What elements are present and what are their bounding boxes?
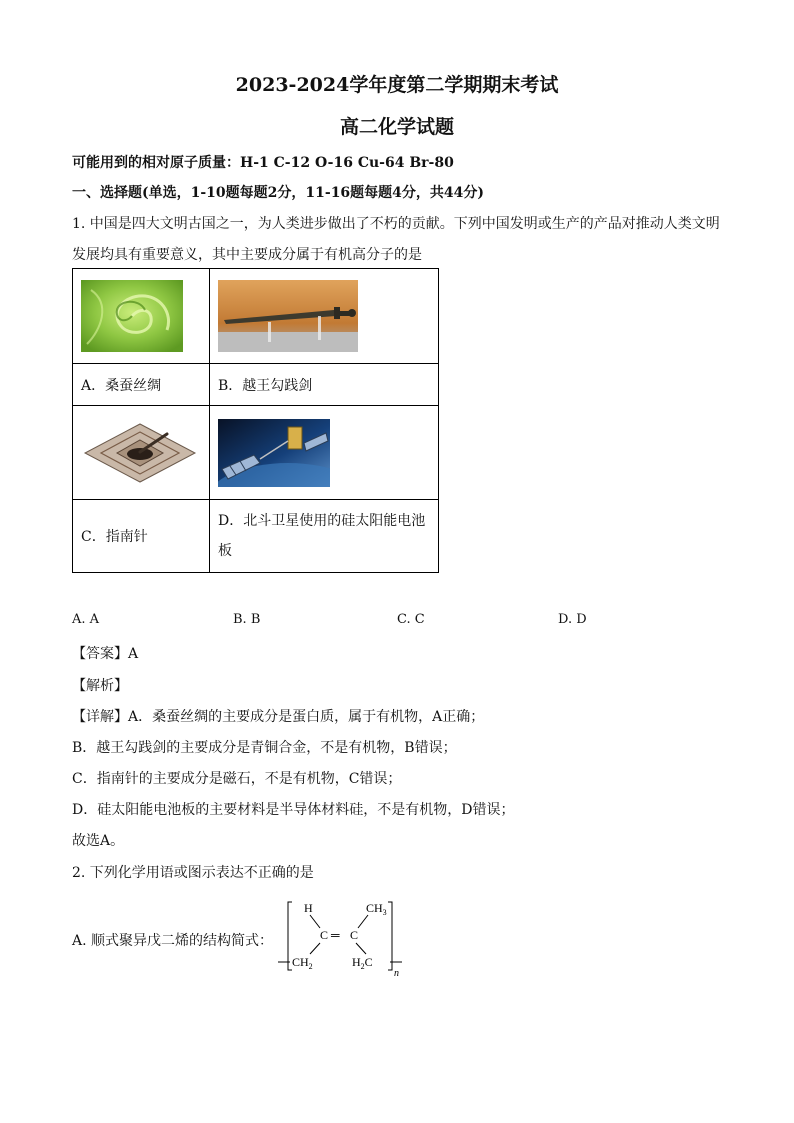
option-a-label: A．桑蚕丝绸 <box>73 364 210 406</box>
choice-a: A. A <box>72 612 100 627</box>
answer-tag: 【答案】 <box>72 646 128 662</box>
option-b-image-cell <box>210 269 439 364</box>
option-d-image-cell <box>210 406 439 500</box>
detail-c: C．指南针的主要成分是磁石，不是有机物，C错误； <box>72 771 402 787</box>
sword-image <box>218 280 358 352</box>
satellite-image <box>218 419 330 487</box>
option-d-label-line1: D．北斗卫星使用的硅太阳能电池 <box>218 513 426 529</box>
detail-b: B．越王勾践剑的主要成分是青铜合金，不是有机物，B错误； <box>72 740 457 756</box>
option-a-image-cell <box>73 269 210 364</box>
formula-c-left: C <box>320 928 329 942</box>
q1-stem-line2: 发展均具有重要意义，其中主要成分属于有机高分子的是 <box>72 247 422 263</box>
silk-image <box>81 280 183 352</box>
compass-image <box>81 420 199 486</box>
formula-ch2-left: $CH_2$ <box>292 955 313 971</box>
formula-h2c-right: $H_2C$ <box>352 955 373 971</box>
analysis-tag: 【解析】 <box>72 678 128 694</box>
exam-title: 2023-2024学年度第二学期期末考试 <box>235 74 559 96</box>
structural-formula <box>278 898 408 978</box>
formula-double-bond: ═ <box>331 928 340 942</box>
answer-value: A <box>128 646 139 662</box>
detail-a-line <box>72 706 484 726</box>
option-c-image-cell <box>73 406 210 500</box>
formula-n: n <box>394 968 399 978</box>
formula-c-right: C <box>350 928 359 942</box>
section-heading: 一、选择题(单选，1-10题每题2分，11-16题每题4分，共44分) <box>72 185 485 201</box>
detail-tag: 【详解】 <box>72 709 128 725</box>
q1-options-table <box>72 268 439 573</box>
atomic-mass-line: 可能用到的相对原子质量：H-1 C-12 O-16 Cu-64 Br-80 <box>72 155 454 171</box>
q2-option-a-label: A. 顺式聚异戊二烯的结构简式： <box>72 933 274 949</box>
formula-h: H <box>304 901 313 915</box>
formula-ch3: $CH_3$ <box>366 901 387 917</box>
choice-c: C. C <box>397 612 425 627</box>
option-d-label-cell <box>210 500 439 573</box>
q2-stem: 2. 下列化学用语或图示表达不正确的是 <box>72 865 314 881</box>
detail-d: D．硅太阳能电池板的主要材料是半导体材料硅，不是有机物，D错误； <box>72 802 515 818</box>
option-b-label: B．越王勾践剑 <box>210 364 439 406</box>
option-d-label-line2: 板 <box>218 543 232 559</box>
conclusion: 故选A。 <box>72 833 125 849</box>
exam-subtitle: 高二化学试题 <box>339 116 454 138</box>
detail-a: A．桑蚕丝绸的主要成分是蛋白质，属于有机物，A正确； <box>128 709 485 725</box>
q1-stem-line1: 1. 中国是四大文明古国之一，为人类进步做出了不朽的贡献。下列中国发明或生产的产品对推动人类文明 <box>72 216 720 232</box>
choice-d: D. D <box>558 612 587 627</box>
option-c-label: C．指南针 <box>73 500 210 573</box>
choice-b: B. B <box>233 612 261 627</box>
answer-line <box>72 643 138 663</box>
